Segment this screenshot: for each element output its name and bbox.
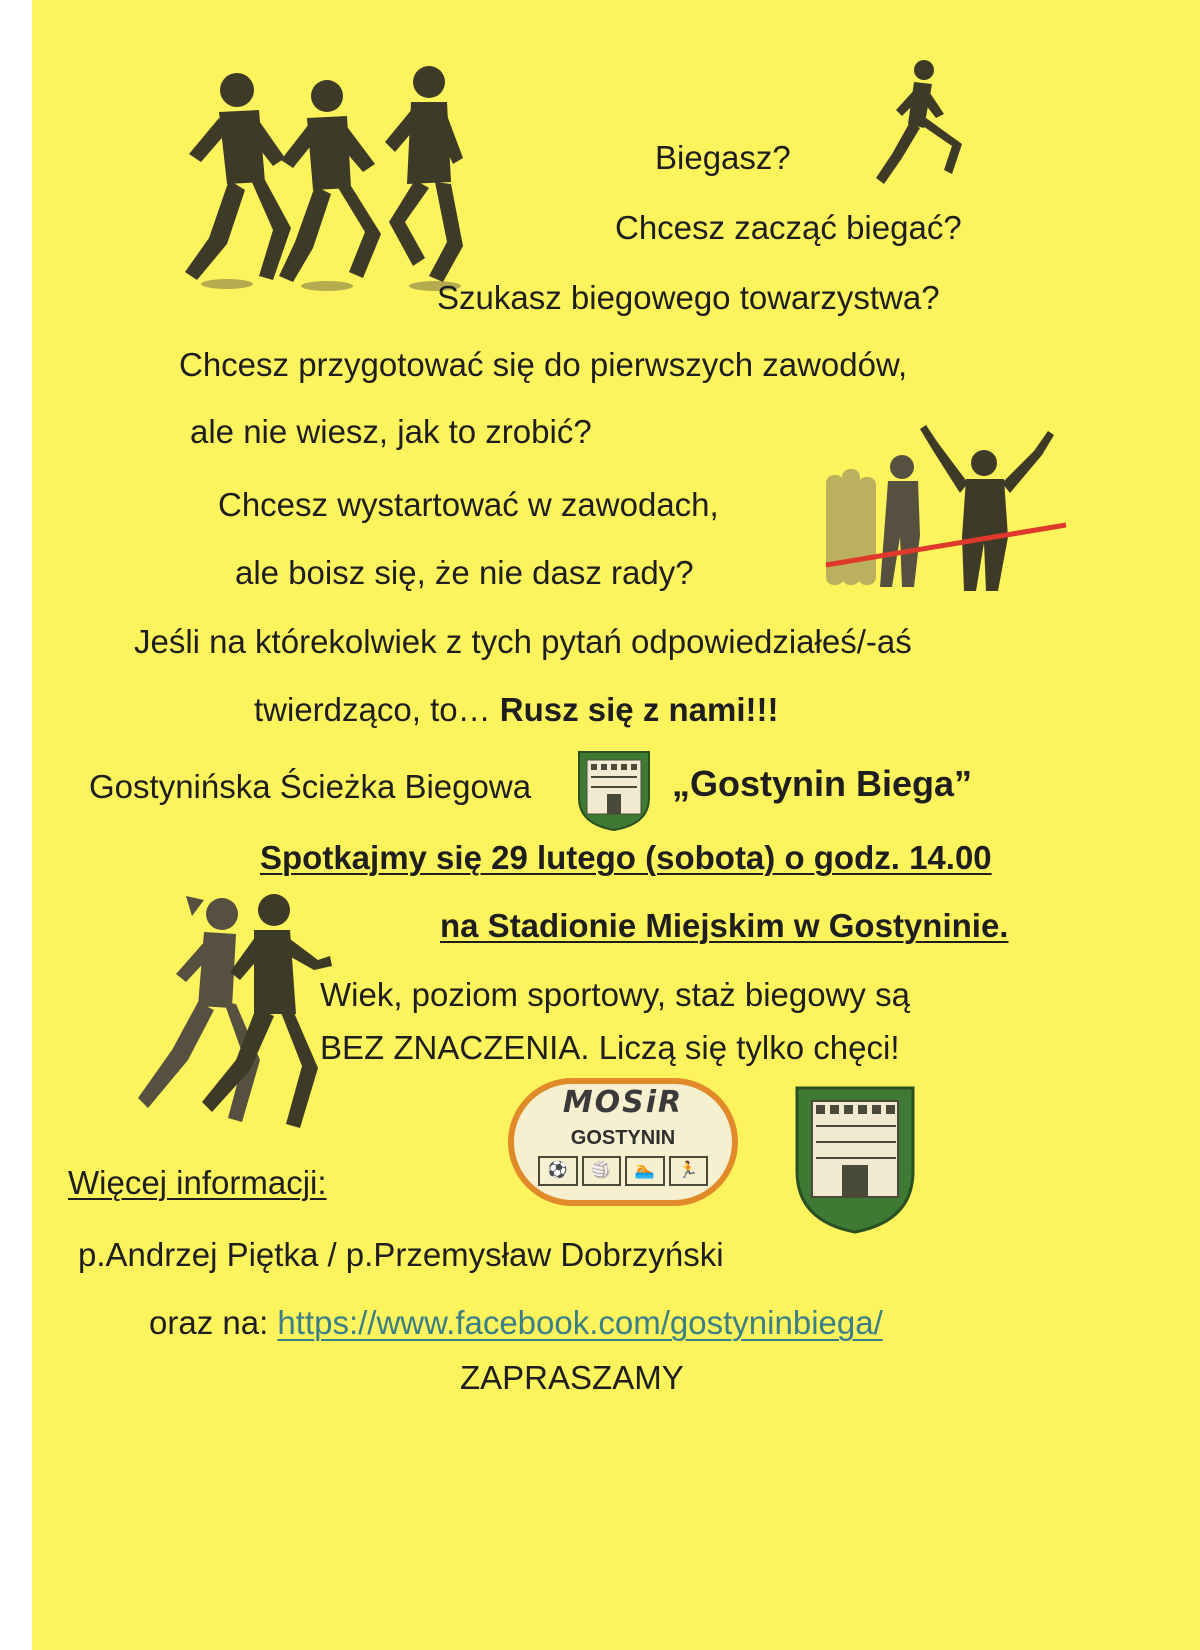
football-icon: ⚽	[538, 1156, 578, 1186]
finish-line-icon	[822, 425, 1072, 595]
runner-icon	[862, 58, 972, 193]
mosir-logo-top-text: MOSiR	[562, 1085, 684, 1120]
running-path-label: Gostynińska Ścieżka Biegowa	[89, 768, 532, 805]
facebook-link[interactable]: https://www.facebook.com/gostyninbiega/	[277, 1304, 883, 1341]
closing-invitation: ZAPRASZAMY	[460, 1359, 684, 1396]
runners-group-icon	[167, 62, 467, 302]
gostynin-crest-icon	[794, 1085, 916, 1235]
more-info-heading: Więcej informacji:	[68, 1164, 327, 1201]
age-info-line-2: BEZ ZNACZENIA. Liczą się tylko chęci!	[320, 1029, 900, 1066]
age-info-line-1: Wiek, poziom sportowy, staż biegowy są	[320, 976, 910, 1013]
call-to-action-prefix: twierdząco, to…	[254, 691, 500, 728]
contact-persons: p.Andrzej Piętka / p.Przemysław Dobrzyński	[78, 1236, 724, 1273]
answer-line: Jeśli na którekolwiek z tych pytań odpowiedziałeś/-aś	[134, 623, 912, 660]
gostynin-crest-small-icon	[577, 750, 651, 832]
meeting-place-line: na Stadionie Miejskim w Gostyninie.	[440, 907, 1009, 944]
meeting-date-line: Spotkajmy się 29 lutego (sobota) o godz. 14.00	[260, 839, 992, 876]
running-icon: 🏃	[669, 1156, 709, 1186]
runners-pair-icon	[132, 890, 342, 1140]
swimming-icon: 🏊	[625, 1156, 665, 1186]
question-first-race: Chcesz przygotować się do pierwszych zawodów,	[179, 346, 908, 383]
question-start-race: Chcesz wystartować w zawodach,	[218, 486, 719, 523]
question-running: Biegasz?	[655, 139, 791, 176]
question-how-to: ale nie wiesz, jak to zrobić?	[190, 413, 592, 450]
facebook-prefix: oraz na:	[149, 1304, 278, 1341]
question-running-company: Szukasz biegowego towarzystwa?	[437, 279, 940, 316]
mosir-sport-pictograms	[538, 1156, 708, 1186]
mosir-logo	[508, 1078, 738, 1206]
call-to-action-bold: Rusz się z nami!!!	[499, 691, 779, 728]
question-afraid: ale boisz się, że nie dasz rady?	[235, 554, 694, 591]
poster-sheet	[32, 0, 1200, 1650]
volleyball-icon: 🏐	[582, 1156, 622, 1186]
running-path-name: „Gostynin Biega”	[672, 763, 973, 804]
question-start-running: Chcesz zacząć biegać?	[615, 209, 962, 246]
mosir-logo-city-text: GOSTYNIN	[570, 1127, 676, 1149]
call-to-action-line	[254, 690, 778, 730]
facebook-line	[149, 1303, 883, 1343]
